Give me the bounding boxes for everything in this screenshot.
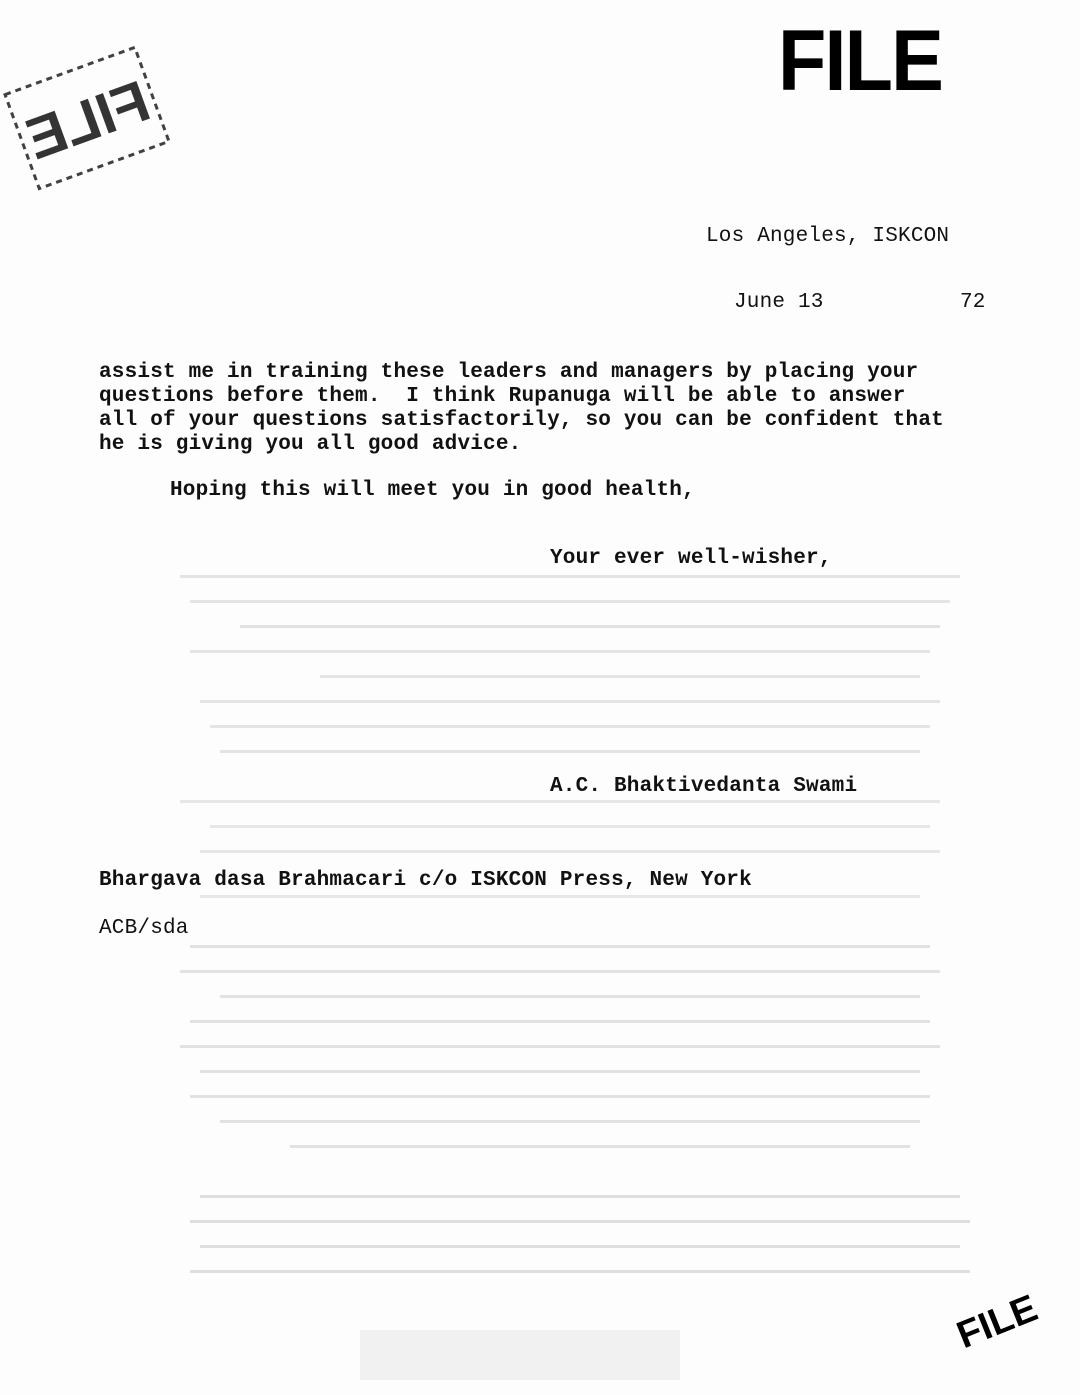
body-line: assist me in training these leaders and managers by placing your — [99, 361, 919, 384]
letter-date: June 13 — [734, 291, 824, 314]
body-line: he is giving you all good advice. — [99, 433, 522, 456]
file-stamp-bottom-right: FILE — [951, 1287, 1044, 1358]
recipient-line: Bhargava dasa Brahmacari c/o ISKCON Press, New York — [99, 869, 752, 892]
letter-year: 72 — [960, 291, 986, 314]
letter-place: Los Angeles, ISKCON — [706, 225, 950, 248]
typist-initials: ACB/sda — [99, 917, 189, 940]
body-line: questions before them. I think Rupanuga will be able to answer — [99, 385, 906, 408]
signature-name: A.C. Bhaktivedanta Swami — [550, 775, 858, 798]
file-stamp-top-right: FILE — [778, 13, 943, 109]
body-line: all of your questions satisfactorily, so you can be confident that — [99, 409, 944, 432]
closing-line: Hoping this will meet you in good health, — [170, 479, 695, 502]
svg-text:FILE: FILE — [17, 68, 159, 173]
valediction: Your ever well-wisher, — [550, 547, 832, 570]
file-stamp-top-left — [0, 36, 178, 200]
